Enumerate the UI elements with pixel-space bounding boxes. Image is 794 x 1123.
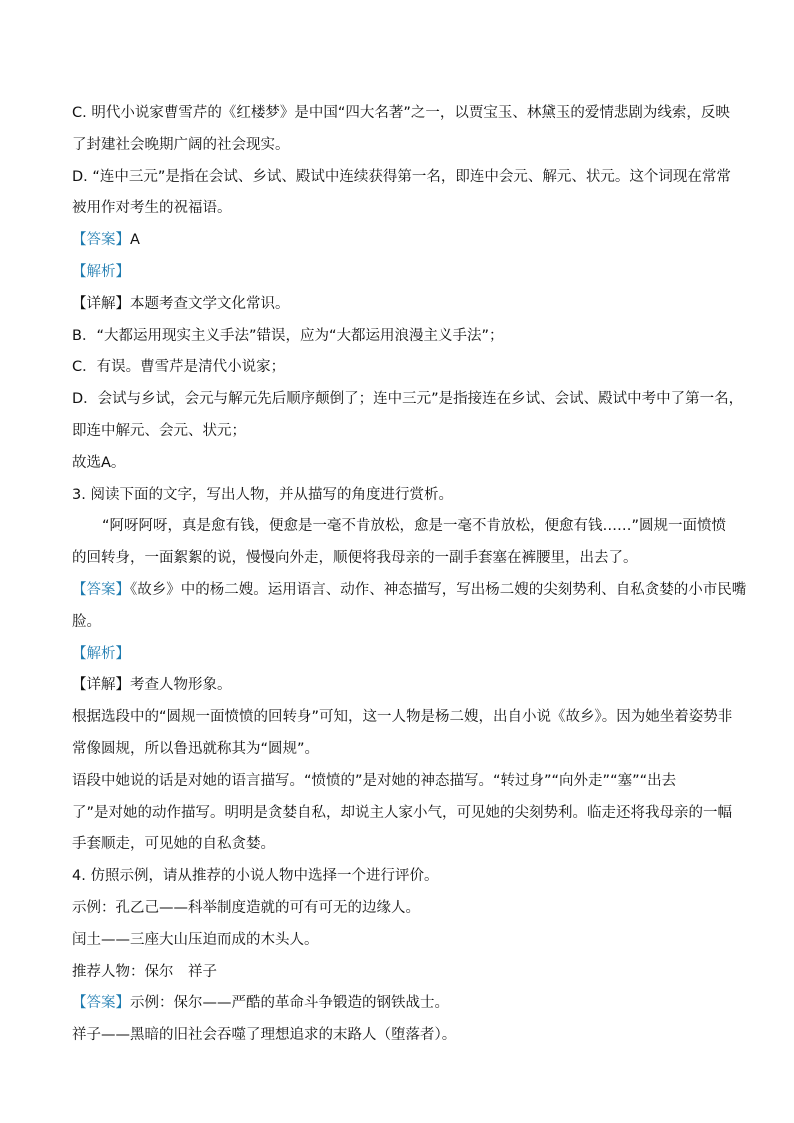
analysis-tag: 【解析】: [72, 263, 130, 280]
q3-explain-1a: 根据选段中的“圆规一面愤愤的回转身”可知，这一人物是杨二嫂，出自小说《故乡》。因为她坐着姿势非: [72, 709, 733, 726]
q3-answer-1: [72, 575, 747, 607]
option-c-line-2: 了封建社会晚期广阔的社会现实。: [72, 136, 290, 153]
q4-example-2: 闰土——三座大山压迫而成的木头人。: [72, 931, 319, 948]
answer-text: A: [130, 232, 140, 249]
q4-answer-2: 祥子——黑暗的旧社会吞噬了理想追求的末路人（堕落者）。: [72, 1027, 457, 1044]
option-c-line-1: C. 明代小说家曹雪芹的《红楼梦》是中国“四大名著”之一，以贾宝玉、林黛玉的爱情悲剧为线索，反映: [72, 105, 730, 121]
q2-explain-d-2: 即连中解元、会元、状元；: [72, 422, 246, 439]
detail-text: 本题考查文学文化常识。: [130, 295, 290, 312]
q3-explain-2b: 了”是对她的动作描写。明明是贪婪自私，却说主人家小气，可见她的尖刻势利。临走还将我母亲的一幅: [72, 804, 733, 821]
q2-answer: [72, 225, 724, 257]
document-body: [72, 98, 747, 1052]
q3-explain-2a: 语段中她说的话是对她的语言描写。“愤愤的”是对她的神态描写。“转过身”“向外走”“塞”“出去: [72, 772, 677, 789]
q4-recommend: 推荐人物：保尔 祥子: [72, 963, 217, 980]
answer-tag: 【答案】: [72, 232, 130, 249]
detail-tag: 【详解】: [72, 295, 130, 312]
q4-example-1: 示例：孔乙己——科举制度造就的可有可无的边缘人。: [72, 899, 420, 916]
q3-detail: [72, 670, 724, 702]
q4-stem: 4. 仿照示例，请从推荐的小说人物中选择一个进行评价。: [72, 868, 439, 885]
q2-detail: [72, 289, 724, 321]
answer-text: 《故乡》中的杨二嫂。运用语言、动作、神态描写，写出杨二嫂的尖刻势利、自私贪婪的小市民嘴: [130, 581, 747, 598]
detail-text: 考查人物形象。: [130, 677, 232, 694]
q2-explain-c: C．有误。曹雪芹是清代小说家；: [72, 359, 286, 376]
q3-analysis: [72, 639, 724, 671]
q4-answer-1: [72, 988, 724, 1020]
q3-explain-2c: 手套顺走，可见她的自私贪婪。: [72, 836, 275, 853]
q2-explain-d-1: D．会试与乡试，会元与解元先后顺序颠倒了；连中三元”是指接连在乡试、会试、殿试中考中了第一名，: [72, 391, 744, 408]
detail-tag: 【详解】: [72, 677, 130, 694]
answer-tag: 【答案】: [72, 995, 130, 1012]
q3-explain-1b: 常像圆规，所以鲁迅就称其为“圆规”。: [72, 740, 320, 757]
q3-answer-2: 脸。: [72, 613, 101, 630]
q2-choose: 故选A。: [72, 454, 126, 471]
answer-text: 示例：保尔——严酷的革命斗争锻造的钢铁战士。: [130, 995, 449, 1012]
q2-explain-b: B．“大都运用现实主义手法”错误，应为“大都运用浪漫主义手法”；: [72, 327, 504, 344]
q2-analysis: [72, 257, 724, 289]
answer-tag: 【答案】: [72, 581, 130, 598]
q3-passage-1: “阿呀阿呀，真是愈有钱，便愈是一毫不肯放松，愈是一毫不肯放松，便愈有钱……”圆规一面愤愤: [102, 518, 727, 535]
option-d-line-2: 被用作对考生的祝福语。: [72, 200, 232, 217]
q3-stem: 3. 阅读下面的文字，写出人物，并从描写的角度进行赏析。: [72, 486, 453, 503]
q3-passage-2: 的回转身，一面絮絮的说，慢慢向外走，顺便将我母亲的一副手套塞在裤腰里，出去了。: [72, 550, 638, 567]
option-d-line-1: D. “连中三元”是指在会试、乡试、殿试中连续获得第一名，即连中会元、解元、状元。这个词现在常常: [72, 168, 731, 185]
analysis-tag: 【解析】: [72, 645, 130, 662]
